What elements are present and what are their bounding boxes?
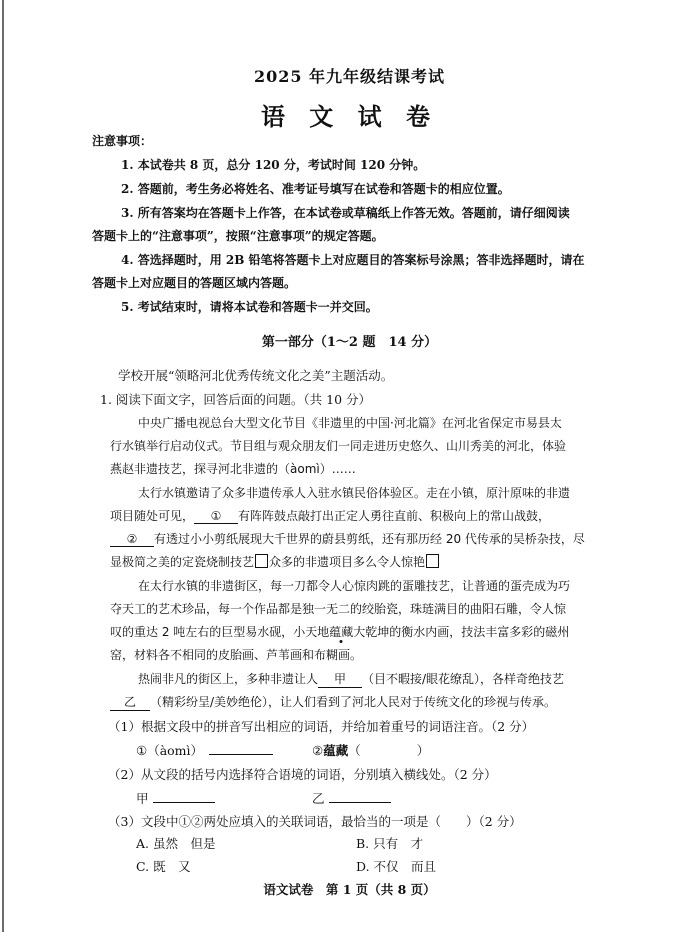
question-1-1: （1）根据文段中的拼音写出相应的词语，并给加着重号的词语注音。（2 分）: [108, 719, 535, 734]
notice-item-1: 1. 本试卷共 8 页，总分 120 分，考试时间 120 分钟。: [121, 158, 426, 172]
passage-line: 夺天工的艺术珍品，每一个作品都是独一无二的绞胎瓷，珠琏满目的曲阳石雕，令人惊: [110, 602, 567, 616]
passage-line: 叹的重达 2 吨左右的巨型易水砚，小天地蕴藏大乾坤的衡水内画，技法丰富多彩的磁州: [110, 625, 570, 639]
passage-line: 燕赵非遗技艺，探寻河北非遗的（àomì）……: [110, 462, 356, 476]
question-1-3: （3）文段中①②两处应填入的关联词语，最恰当的一项是（ ）（2 分）: [108, 814, 522, 829]
passage-line: 项目随处可见， ① 有阵阵鼓点敲打出正定人勇往直前、积极向上的常山战鼓，: [110, 509, 551, 523]
passage-line: ② 有透过小小剪纸展现大千世界的蔚县剪纸，还有那历经 20 代传承的吴桥杂技，尽: [110, 530, 585, 547]
notice-item-3: 3. 所有答案均在答题卡上作答，在本试卷或草稿纸上作答无效。答题前，请仔细阅读: [121, 206, 570, 220]
passage-line: 显极简之美的定瓷烧制技艺 众多的非遗项目多么令人惊艳: [110, 553, 440, 570]
section-title: 第一部分（1～2 题 14 分）: [261, 335, 438, 350]
notice-item-2: 2. 答题前，考生务必将姓名、准考证号填写在试卷和答题卡的相应位置。: [121, 182, 510, 196]
notice-item-4-cont: 答题卡上对应题目的答题区域内答题。: [92, 276, 297, 290]
question-1-1-a: ①（àomì）: [136, 741, 273, 759]
exam-subject: 语 文 试 卷: [260, 102, 439, 131]
blank-1: ①: [194, 509, 238, 524]
notice-heading: 注意事项：: [92, 134, 153, 148]
page-footer: 语文试卷 第 1 页（共 8 页）: [263, 882, 436, 897]
option-d: D. 不仅 而且: [356, 859, 437, 874]
exam-title: 2025 年九年级结课考试: [253, 67, 446, 86]
option-a: A. 虽然 但是: [136, 836, 216, 851]
activity-intro: 学校开展“领略河北优秀传统文化之美”主题活动。: [118, 368, 394, 383]
question-1-2: （2）从文段的括号内选择符合语境的词语，分别填入横线处。（2 分）: [108, 767, 497, 782]
emphasized-word: 蕴藏: [329, 625, 354, 639]
passage-line: 中央广播电视总台大型文化节目《非遗里的中国·河北篇》在河北省保定市易县太: [138, 416, 562, 430]
answer-blank[interactable]: [209, 754, 273, 755]
passage-line: 乙 （精彩纷呈/美妙绝伦），让人们看到了河北人民对于传统文化的珍视与传承。: [110, 693, 556, 711]
passage-line: 窑，材料各不相同的皮胎画、芦苇画和布糊画。: [110, 648, 363, 662]
answer-blank[interactable]: [329, 802, 391, 803]
passage-line: 在太行水镇的非遗街区，每一刀都令人心惊肉跳的蛋雕技艺，让普通的蛋壳成为巧: [138, 579, 571, 593]
question-1-1-b: ②蕴藏（ ）: [312, 743, 430, 758]
notice-item-5: 5. 考试结束时，请将本试卷和答题卡一并交回。: [121, 300, 378, 314]
question-1-prompt: 1. 阅读下面文字，回答后面的问题。（共 10 分）: [100, 392, 372, 407]
option-c: C. 既 又: [136, 859, 191, 874]
option-b: B. 只有 才: [356, 836, 424, 851]
blank-2: ②: [110, 532, 154, 547]
blank-yi: 乙: [110, 693, 150, 711]
question-1-2-jia: 甲: [136, 789, 215, 807]
passage-line: 太行水镇邀请了众多非遗传承人入驻水镇民俗体验区。走在小镇，原汁原味的非遗: [138, 486, 571, 500]
punctuation-box-2: [426, 554, 439, 568]
punctuation-box-1: [255, 554, 268, 568]
notice-item-4: 4. 答选择题时，用 2B 铅笔将答题卡上对应题目的答案标号涂黑；答非选择题时，请在: [121, 253, 585, 267]
answer-blank[interactable]: [153, 802, 215, 803]
notice-item-3-cont: 答题卡上的“注意事项”，按照“注意事项”的规定答题。: [92, 229, 384, 243]
page-edge-line: [2, 0, 4, 932]
passage-line: 行水镇举行启动仪式。节目组与观众朋友们一同走进历史悠久、山川秀美的河北，体验: [110, 439, 567, 453]
passage-line: 热闹非凡的街区上，多种非遗让人 甲 （目不暇接/眼花缭乱），各样奇绝技艺: [138, 672, 565, 686]
blank-jia: 甲: [318, 670, 362, 688]
question-1-2-yi: 乙: [312, 789, 391, 807]
